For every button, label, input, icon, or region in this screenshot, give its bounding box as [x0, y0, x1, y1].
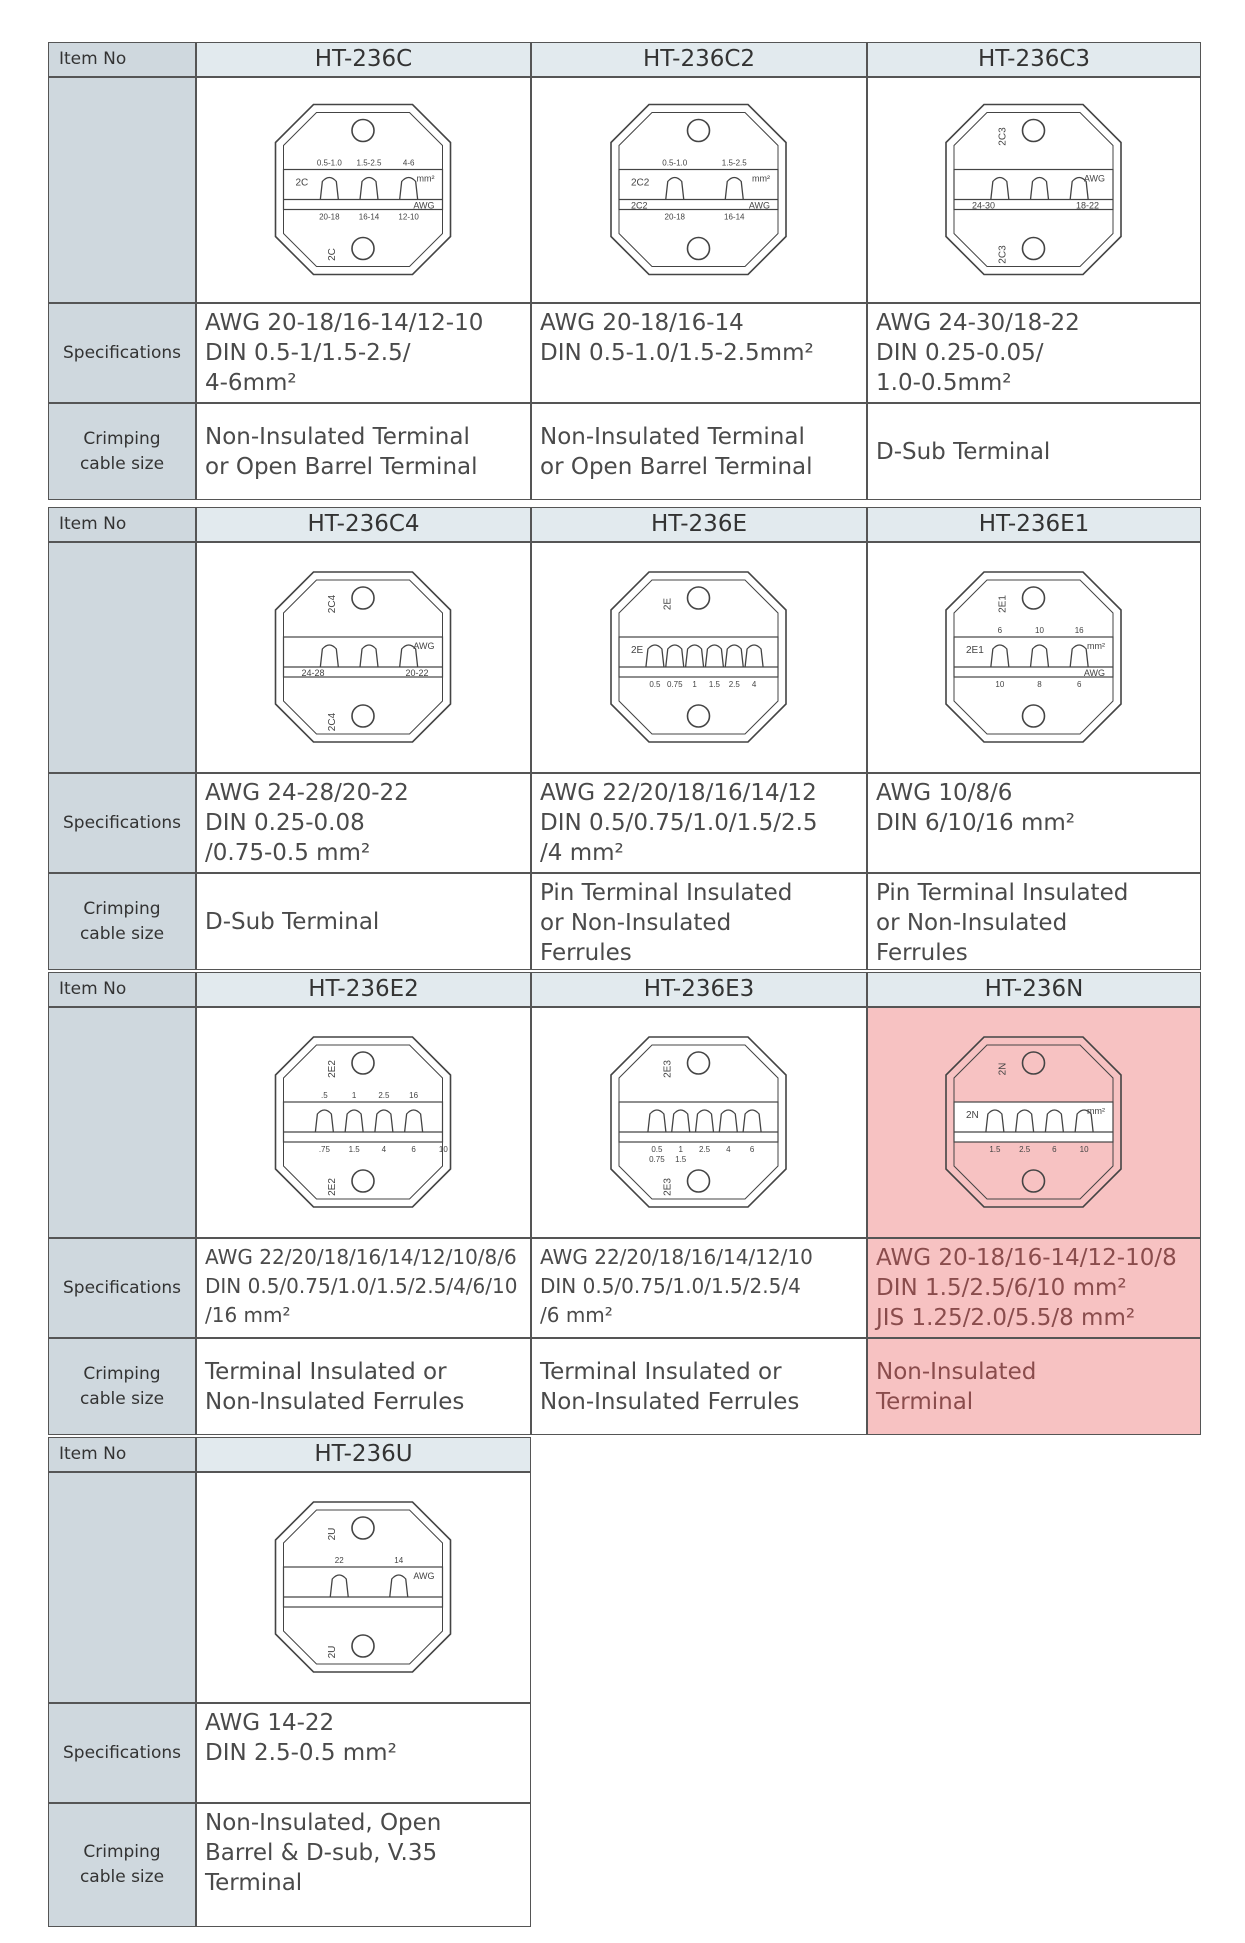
- item-no-label: Item No: [48, 507, 196, 542]
- die-image-cell: [196, 542, 531, 773]
- die-label: 24-30: [972, 200, 996, 211]
- die-label: 2.5: [728, 680, 740, 689]
- image-label-cell: [48, 1472, 196, 1703]
- specifications-value: AWG 20-18/16-14 DIN 0.5-1.0/1.5-2.5mm²: [531, 303, 867, 403]
- item-no-label: Item No: [48, 42, 196, 77]
- die-label: 10: [995, 680, 1005, 689]
- die-drawing-svg: [197, 1008, 532, 1239]
- image-label-cell: [48, 542, 196, 773]
- item-id-header: HT-236C4: [196, 507, 531, 542]
- die-label: 10: [1079, 1145, 1089, 1154]
- die-label: 2E2: [327, 1060, 338, 1078]
- die-drawing-svg: [868, 543, 1202, 774]
- die-label: 4: [751, 680, 757, 689]
- bottom-hole: [352, 238, 374, 260]
- die-label: 0.75: [666, 680, 683, 689]
- die-label: 12-10: [398, 212, 419, 222]
- specifications-value: AWG 20-18/16-14/12-10 DIN 0.5-1/1.5-2.5/ 4-6mm²: [196, 303, 531, 403]
- die-label: 0.5-1.0: [316, 158, 342, 168]
- top-hole: [1023, 1052, 1045, 1074]
- die-drawing-svg: [868, 1008, 1202, 1239]
- die-label: 2.5: [378, 1091, 390, 1100]
- die-image-cell: [867, 1007, 1201, 1238]
- die-drawing: [276, 105, 451, 275]
- die-drawing: [946, 572, 1121, 742]
- die-label: 2E: [662, 597, 674, 611]
- die-label: 2.5: [1019, 1145, 1031, 1154]
- die-label: mm²: [752, 173, 770, 184]
- item-id-header: HT-236N: [867, 972, 1201, 1007]
- crimping-cable-size-value: D-Sub Terminal: [867, 403, 1201, 500]
- die-label: 2C4: [327, 594, 338, 614]
- image-label-cell: [48, 1007, 196, 1238]
- specifications-label: Specifications: [48, 1238, 196, 1338]
- specifications-value: AWG 10/8/6 DIN 6/10/16 mm²: [867, 773, 1201, 873]
- die-drawing-svg: [532, 1008, 868, 1239]
- die-label: 1.5-2.5: [356, 158, 382, 168]
- item-id-header: HT-236E1: [867, 507, 1201, 542]
- die-label: 4: [726, 1145, 731, 1154]
- die-drawing-svg: [197, 543, 532, 774]
- die-label: 2N: [997, 1062, 1009, 1076]
- die-label: 4: [381, 1145, 387, 1154]
- die-image-cell: [531, 1007, 867, 1238]
- specifications-value: AWG 24-30/18-22 DIN 0.25-0.05/ 1.0-0.5mm²: [867, 303, 1201, 403]
- die-label: 1: [678, 1145, 683, 1154]
- die-drawing-svg: [197, 78, 532, 304]
- die-label: 6: [997, 626, 1003, 635]
- die-drawing: [946, 1037, 1121, 1207]
- die-label: 2E2: [327, 1178, 338, 1196]
- die-label: 20-22: [405, 668, 429, 678]
- specifications-label: Specifications: [48, 1703, 196, 1803]
- die-drawing-svg: [197, 1473, 532, 1704]
- die-label: AWG: [413, 641, 435, 651]
- die-label: 2N: [966, 1110, 979, 1121]
- item-id-header: HT-236U: [196, 1437, 531, 1472]
- image-label-cell: [48, 77, 196, 303]
- die-label: 2U: [327, 1645, 338, 1659]
- item-no-label: Item No: [48, 972, 196, 1007]
- top-hole: [688, 1052, 710, 1074]
- die-drawing: [276, 572, 451, 742]
- specifications-value: AWG 24-28/20-22 DIN 0.25-0.08 /0.75-0.5 mm²: [196, 773, 531, 873]
- die-label: 6: [1052, 1145, 1057, 1154]
- jaw-band: [619, 1102, 778, 1142]
- die-label: 2E3: [662, 1178, 674, 1196]
- jaw-band: [619, 637, 778, 677]
- die-label: 20-18: [664, 212, 685, 222]
- die-image-cell: [531, 542, 867, 773]
- die-label: 10: [438, 1145, 448, 1154]
- specifications-value: AWG 14-22 DIN 2.5-0.5 mm²: [196, 1703, 531, 1803]
- crimping-cable-size-value: Terminal Insulated or Non-Insulated Ferrules: [531, 1338, 867, 1435]
- item-no-label: Item No: [48, 1437, 196, 1472]
- die-drawing: [946, 105, 1121, 275]
- die-drawing: [611, 1037, 786, 1207]
- bottom-hole: [1023, 705, 1045, 727]
- die-label: 1.5: [675, 1155, 687, 1164]
- bottom-hole: [1023, 1170, 1045, 1192]
- die-label: mm²: [1087, 1106, 1105, 1116]
- die-label: .75: [318, 1145, 330, 1154]
- die-label: 4-6: [402, 158, 415, 168]
- die-label: 20-18: [319, 212, 340, 222]
- die-label: 2C4: [327, 712, 338, 732]
- die-image-cell: [867, 542, 1201, 773]
- die-label: 6: [411, 1145, 416, 1154]
- die-label: 6: [1076, 680, 1082, 689]
- die-label: AWG: [1083, 173, 1105, 184]
- top-hole: [352, 120, 374, 142]
- top-hole: [352, 1052, 374, 1074]
- crimping-cable-size-label: Crimping cable size: [48, 1338, 196, 1435]
- crimping-cable-size-value: Non-Insulated Terminal: [867, 1338, 1201, 1435]
- specifications-label: Specifications: [48, 303, 196, 403]
- top-hole: [688, 587, 710, 609]
- die-image-cell: [196, 77, 531, 303]
- die-drawing-svg: [532, 78, 868, 304]
- die-label: 22: [334, 1556, 344, 1565]
- crimping-cable-size-label: Crimping cable size: [48, 403, 196, 500]
- die-image-cell: [196, 1007, 531, 1238]
- die-drawing-svg: [532, 543, 868, 774]
- die-label: 16: [1074, 626, 1084, 635]
- bottom-hole: [352, 1635, 374, 1657]
- die-label: 2C: [295, 177, 309, 189]
- top-hole: [1023, 120, 1045, 142]
- die-label: 2C3: [997, 127, 1009, 146]
- item-id-header: HT-236E2: [196, 972, 531, 1007]
- crimping-cable-size-value: Non-Insulated Terminal or Open Barrel Terminal: [196, 403, 531, 500]
- crimping-cable-size-value: Pin Terminal Insulated or Non-Insulated Ferrules: [531, 873, 867, 970]
- die-label: 14: [394, 1556, 404, 1565]
- die-label: 2E3: [662, 1060, 674, 1078]
- die-label: 8: [1037, 680, 1042, 689]
- die-drawing: [611, 105, 786, 275]
- die-label: 16-14: [724, 212, 745, 222]
- die-drawing-svg: [868, 78, 1202, 304]
- die-label: 1.5: [348, 1145, 360, 1154]
- specifications-value: AWG 22/20/18/16/14/12/10 DIN 0.5/0.75/1.0/1.5/2.5/4 /6 mm²: [531, 1238, 867, 1338]
- bottom-hole: [688, 1170, 710, 1192]
- die-label: 24-28: [301, 668, 325, 678]
- die-drawing: [276, 1037, 451, 1207]
- die-label: 1.5-2.5: [721, 158, 747, 168]
- crimping-cable-size-label: Crimping cable size: [48, 873, 196, 970]
- item-id-header: HT-236C: [196, 42, 531, 77]
- die-label: 2C3: [997, 245, 1009, 264]
- die-image-cell: [196, 1472, 531, 1703]
- specifications-label: Specifications: [48, 773, 196, 873]
- die-label: AWG: [413, 1571, 435, 1581]
- crimping-cable-size-label: Crimping cable size: [48, 1803, 196, 1927]
- crimping-cable-size-value: D-Sub Terminal: [196, 873, 531, 970]
- die-image-cell: [867, 77, 1201, 303]
- die-label: AWG: [413, 200, 435, 211]
- die-label: 1: [692, 680, 697, 689]
- die-label: AWG: [1083, 668, 1105, 678]
- jaw-band: [284, 1102, 443, 1142]
- die-label: 2C: [327, 248, 338, 261]
- die-label: 0.5: [649, 680, 661, 689]
- die-label: .5: [321, 1091, 328, 1100]
- top-hole: [352, 587, 374, 609]
- die-image-cell: [531, 77, 867, 303]
- die-label: 10: [1035, 626, 1044, 635]
- die-drawing: [611, 572, 786, 742]
- die-label: AWG: [748, 200, 770, 211]
- bottom-hole: [352, 1170, 374, 1192]
- crimping-cable-size-value: Terminal Insulated or Non-Insulated Ferrules: [196, 1338, 531, 1435]
- die-label: 1.5: [708, 680, 720, 689]
- bottom-hole: [352, 705, 374, 727]
- die-label: 0.5: [651, 1145, 663, 1154]
- die-label: 16-14: [358, 212, 380, 222]
- die-label: 2C2: [631, 177, 650, 189]
- bottom-hole: [1023, 238, 1045, 260]
- die-label: 2U: [327, 1527, 338, 1541]
- crimping-cable-size-value: Non-Insulated Terminal or Open Barrel Terminal: [531, 403, 867, 500]
- die-label: 0.5-1.0: [662, 158, 688, 168]
- item-id-header: HT-236E: [531, 507, 867, 542]
- crimping-cable-size-value: Pin Terminal Insulated or Non-Insulated Ferrules: [867, 873, 1201, 970]
- specifications-value: AWG 22/20/18/16/14/12 DIN 0.5/0.75/1.0/1.5/2.5 /4 mm²: [531, 773, 867, 873]
- top-hole: [688, 120, 710, 142]
- item-id-header: HT-236E3: [531, 972, 867, 1007]
- die-label: 0.75: [649, 1155, 665, 1164]
- specifications-value: AWG 22/20/18/16/14/12/10/8/6 DIN 0.5/0.75/1.0/1.5/2.5/4/6/10 /16 mm²: [196, 1238, 531, 1338]
- bottom-hole: [688, 705, 710, 727]
- item-id-header: HT-236C2: [531, 42, 867, 77]
- bottom-hole: [688, 238, 710, 260]
- die-label: 2E: [631, 645, 644, 656]
- die-drawing: [276, 1502, 451, 1672]
- die-label: 1: [351, 1091, 357, 1100]
- die-label: 2.5: [698, 1145, 711, 1154]
- item-id-header: HT-236C3: [867, 42, 1201, 77]
- die-label: 1.5: [989, 1145, 1001, 1154]
- top-hole: [352, 1517, 374, 1539]
- die-label: mm²: [416, 173, 435, 184]
- crimping-cable-size-value: Non-Insulated, Open Barrel & D-sub, V.35 Terminal: [196, 1803, 531, 1927]
- die-label: 2C2: [631, 200, 648, 211]
- top-hole: [1023, 587, 1045, 609]
- die-label: 18-22: [1075, 200, 1099, 211]
- die-label: 6: [749, 1145, 755, 1154]
- die-label: 16: [409, 1091, 419, 1100]
- die-label: mm²: [1087, 641, 1105, 651]
- die-label: 2E1: [997, 595, 1009, 613]
- specifications-value: AWG 20-18/16-14/12-10/8 DIN 1.5/2.5/6/10 mm² JIS 1.25/2.0/5.5/8 mm²: [867, 1238, 1201, 1338]
- die-label: 2E1: [966, 645, 984, 656]
